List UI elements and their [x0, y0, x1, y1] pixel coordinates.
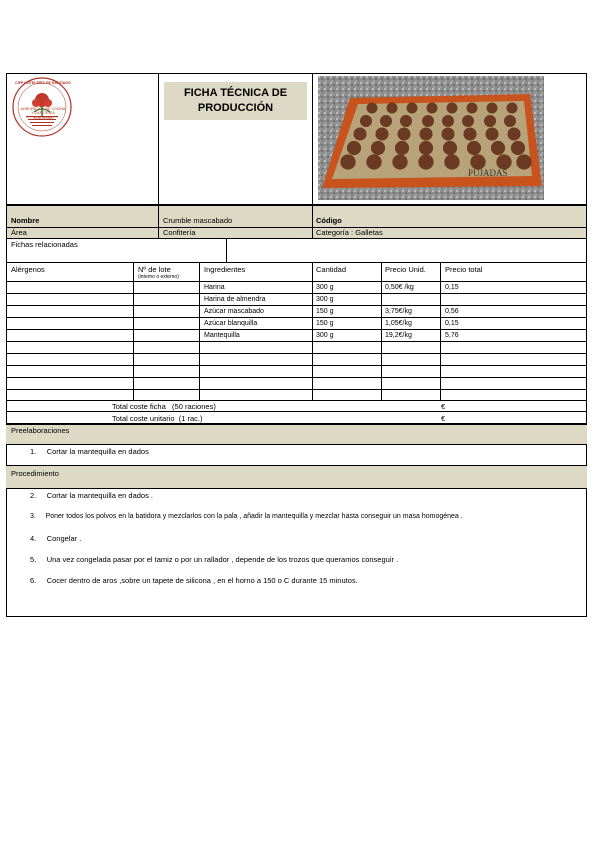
cookie: [516, 154, 531, 169]
header-alergenos: Alérgenos: [11, 265, 45, 274]
ingredient-quantity: 300 g: [316, 296, 334, 303]
ingredient-quantity: 150 g: [316, 320, 334, 327]
procedure-step: 6. Cocer dentro de aros ,sobre un tapete de silicona , en el horno a 150 o C durante 15 minutos.: [30, 576, 358, 585]
cookie: [443, 141, 457, 155]
cookie: [353, 127, 366, 140]
cookie: [507, 127, 520, 140]
ingredient-name: Mantequilla: [204, 332, 240, 339]
cookie: [463, 127, 476, 140]
cookie: [504, 115, 516, 127]
total-coste-ficha-value: €: [441, 402, 446, 411]
procedure-step: 4. Congelar .: [30, 534, 82, 543]
cookie: [400, 115, 412, 127]
total-coste-ficha-label: Total coste ficha (50 raciones): [112, 402, 216, 411]
cookie: [447, 103, 458, 114]
cookie: [484, 115, 496, 127]
procedure-step: 2. Cortar la mantequilla en dados .: [30, 491, 153, 500]
product-photo: [318, 76, 544, 200]
cookie: [347, 141, 361, 155]
cookie: [395, 141, 409, 155]
ingredient-quantity: 300 g: [316, 284, 334, 291]
cookie: [366, 154, 381, 169]
cookie: [367, 103, 378, 114]
ingredient-quantity: 300 g: [316, 332, 334, 339]
ingredient-unit-price: 19,2€/kg: [385, 332, 412, 339]
header-lote-sub: (interno o externo): [138, 274, 179, 280]
cookie: [360, 115, 372, 127]
ingredient-unit-price: 1,05€/kg: [385, 320, 412, 327]
ingredient-name: Harina de almendra: [204, 296, 266, 303]
procedimiento-title: Procedimiento: [11, 469, 59, 478]
header-precio-total: Precio total: [445, 265, 483, 274]
preelaboraciones-title: Preelaboraciones: [11, 426, 70, 435]
ingredient-total-price: 0,56: [445, 308, 459, 315]
codigo-label: Código: [316, 216, 342, 225]
ingredient-total-price: 0,15: [445, 284, 459, 291]
cookie: [467, 141, 481, 155]
cookie: [375, 127, 388, 140]
logo-caption: CIFP HOTELERÍA DE SANTIAGO AGRUPACIÓN DE COCINA Y CAFETERÍA ALBORANA: [15, 81, 71, 120]
cookie: [419, 141, 433, 155]
header-precio-unid: Precio Unid.: [385, 265, 426, 274]
ingredient-name: Azúcar mascabado: [204, 308, 264, 315]
ingredient-unit-price: 0,50€ /kg: [385, 284, 414, 291]
procedure-step: 5. Una vez congelada pasar por el tamiz o por un rallador , depende de los trozos que queramos conseguir .: [30, 555, 399, 564]
total-coste-unitario-value: €: [441, 414, 446, 423]
cookie: [371, 141, 385, 155]
cookie: [418, 154, 433, 169]
cookie: [422, 115, 434, 127]
header-ingredientes: Ingredientes: [204, 265, 246, 274]
cookie: [427, 103, 438, 114]
ingredient-total-price: 0,15: [445, 320, 459, 327]
header-cantidad: Cantidad: [316, 265, 347, 274]
preelaboracion-item: 1. Cortar la mantequilla en dados: [30, 447, 149, 456]
ingredient-quantity: 150 g: [316, 308, 334, 315]
page-title: FICHA TÉCNICA DE PRODUCCIÓN: [164, 82, 307, 120]
cookie: [507, 103, 518, 114]
cookie: [387, 103, 398, 114]
ingredient-total-price: 5,76: [445, 332, 459, 339]
ingredient-unit-price: 3,75€/kg: [385, 308, 412, 315]
nombre-value: Crumble mascabado: [163, 216, 233, 225]
cookie: [407, 103, 418, 114]
cookie: [462, 115, 474, 127]
cookie: [442, 115, 454, 127]
fichas-relacionadas-label: Fichas relacionadas: [11, 240, 78, 249]
cookie: [491, 141, 505, 155]
cookie: [485, 127, 498, 140]
cookie: [511, 141, 525, 155]
svg-text:PUJADAS: PUJADAS: [468, 168, 508, 178]
cookie: [441, 127, 454, 140]
cookie: [392, 154, 407, 169]
cookie: [397, 127, 410, 140]
header-lote: Nº de lote: [138, 265, 171, 274]
cookie: [380, 115, 392, 127]
categoria-value: Categoría : Galletas: [316, 228, 383, 237]
ingredient-name: Harina: [204, 284, 225, 291]
cookie: [419, 127, 432, 140]
cookie: [444, 154, 459, 169]
nombre-label: Nombre: [11, 216, 40, 225]
procedure-step: 3. Poner todos los polvos en la batidora y mezclarlos con la pala , añadir la mantequilla y mezclar hasta conseguir un masa homogénea .: [30, 513, 463, 520]
cookie: [467, 103, 478, 114]
total-coste-unitario-label: Total coste unitario (1 rac.): [112, 414, 203, 423]
cookie: [340, 154, 355, 169]
area-label: Área: [11, 228, 27, 237]
cookie: [487, 103, 498, 114]
ingredient-name: Azúcar blanquilla: [204, 320, 258, 327]
area-value: Confitería: [163, 228, 196, 237]
